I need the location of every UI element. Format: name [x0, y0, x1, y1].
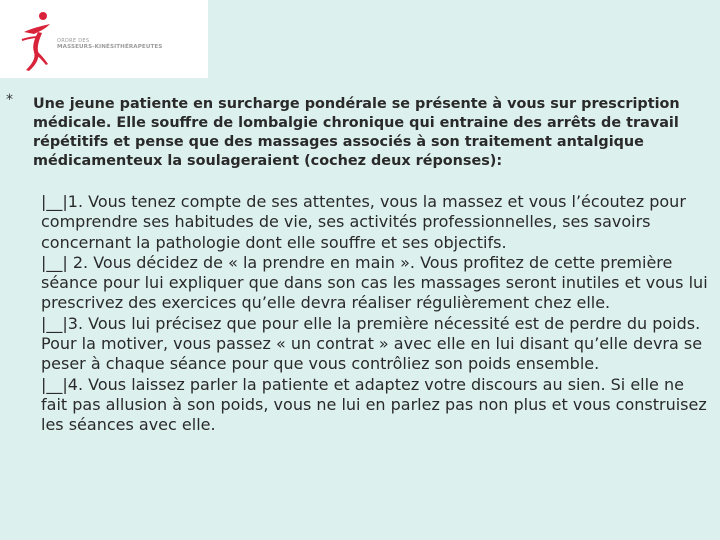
bullet-star: * [6, 92, 13, 108]
logo-text-line2: MASSEURS-KINÉSITHÉRAPEUTES [57, 44, 163, 50]
answer-options [41, 192, 709, 436]
answer-text-3: 3. Vous lui précisez que pour elle la première nécessité est de perdre du poids. Pour la motiver, vous passez « un contrat » avec elle en lui disant qu’elle devra se peser à chaque séance pour que vous contrôliez son poids ensemble. [41, 313, 703, 374]
answer-option-1 [41, 192, 709, 253]
answer-checkbox-3[interactable]: |__| [41, 313, 68, 333]
logo-text-line1: ORDRE DES [57, 38, 90, 44]
logo-figure-icon [20, 10, 54, 72]
answer-checkbox-2[interactable]: |__| [41, 252, 68, 272]
logo-panel [0, 0, 208, 78]
answer-checkbox-1[interactable]: |__| [41, 192, 68, 211]
answer-option-2 [41, 253, 709, 314]
answer-option-3 [41, 314, 709, 375]
answer-text-2: 2. Vous décidez de « la prendre en main ». Vous profitez de cette première séance pour lui expliquer que dans son cas les massages seront inutiles et vous lui prescrivez des exercices qu’elle devra réaliser régulièrement chez elle. [41, 252, 708, 313]
answer-text-1: 1. Vous tenez compte de ses attentes, vous la massez et vous l’écoutez pour comprendre ses habitudes de vie, ses activités professionnelles, ses savoirs concernant la pathologie dont elle souffre et ses objectifs. [41, 192, 686, 252]
answer-text-4: 4. Vous laissez parler la patiente et adaptez votre discours au sien. Si elle ne fait pas allusion à son poids, vous ne lui en parlez pas non plus et vous construisez les séances avec elle. [41, 374, 707, 435]
question-text: Une jeune patiente en surcharge pondérale se présente à vous sur prescription médicale. Elle souffre de lombalgie chronique qui entraine des arrêts de travail répétitifs et pense que des massages associés à son traitement antalgique médicamenteux la soulageraient (cochez deux réponses): [33, 96, 680, 169]
answer-checkbox-4[interactable]: |__| [41, 374, 68, 394]
answer-option-4 [41, 375, 709, 436]
